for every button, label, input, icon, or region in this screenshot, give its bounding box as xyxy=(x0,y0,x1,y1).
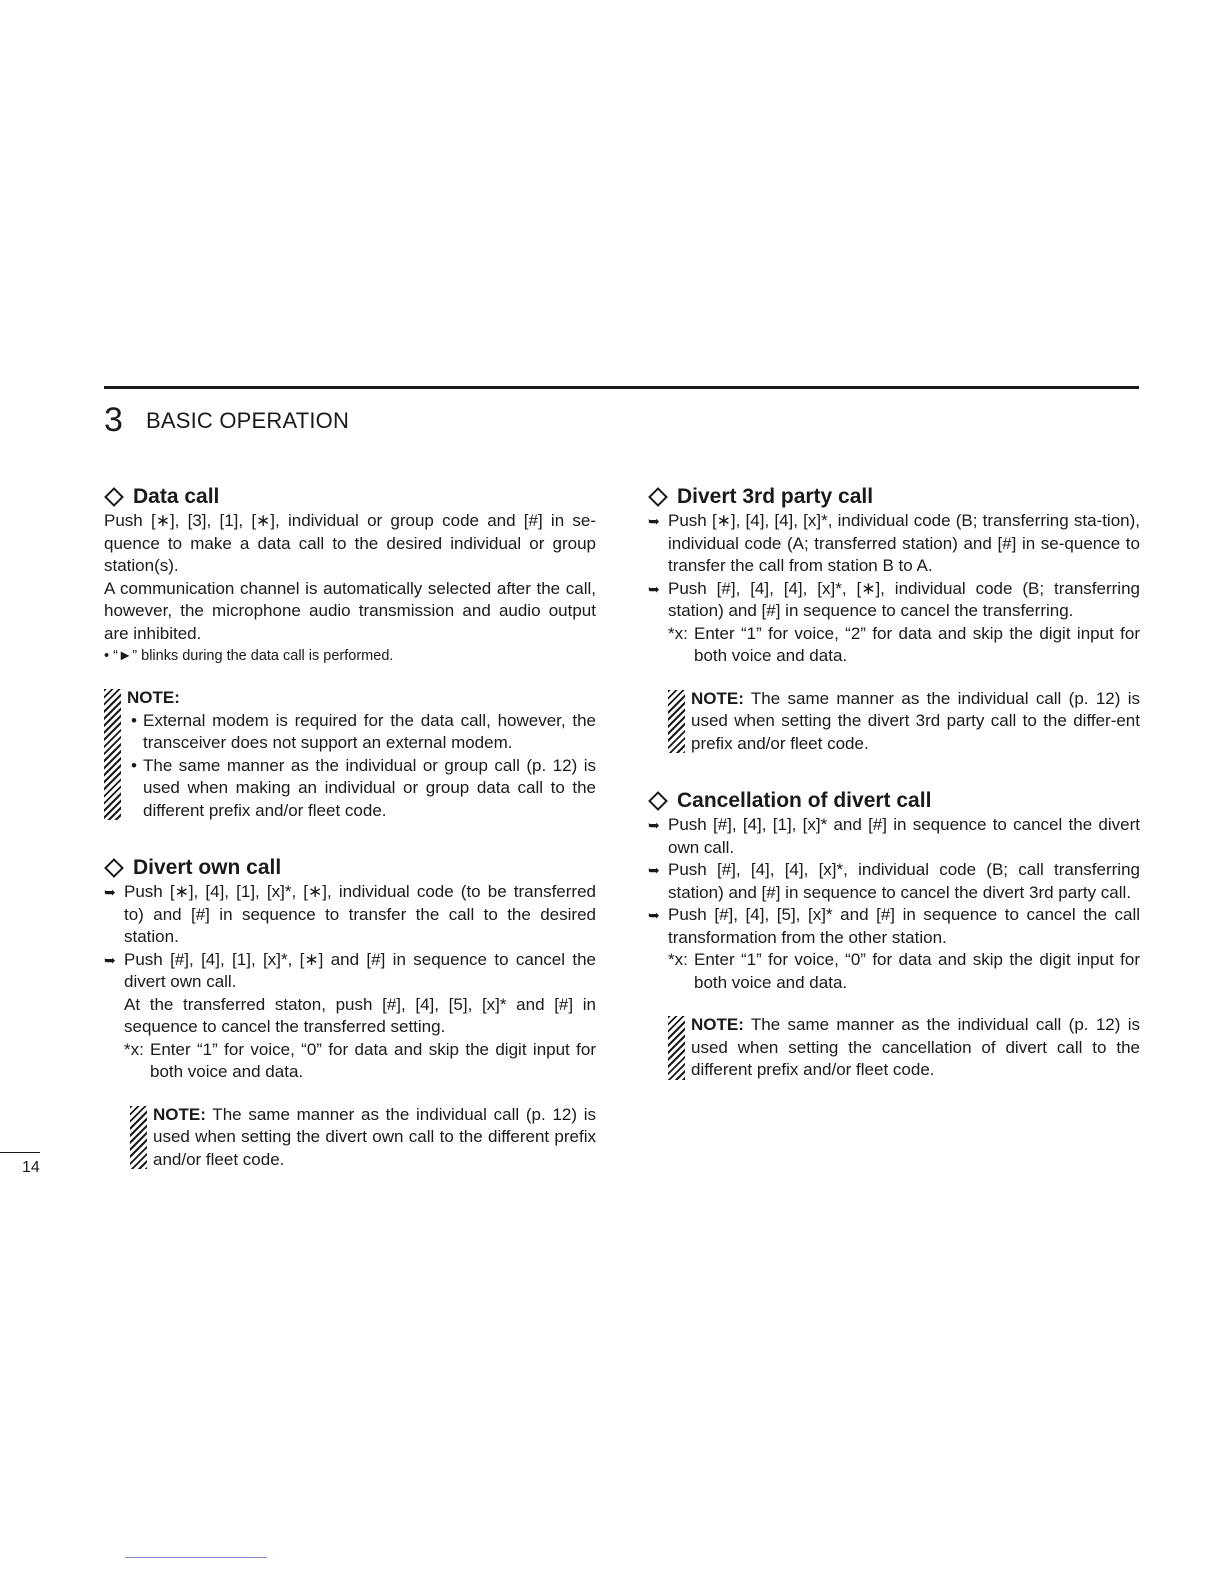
x-footnote-key: *x: xyxy=(124,1039,144,1059)
step-text: Push [#], [4], [4], [x]*, individual code (B; call transferring station) and [#] in sequence to cancel the divert 3rd party call. xyxy=(668,860,1140,902)
chapter-title: BASIC OPERATION xyxy=(146,408,350,433)
step-text: Push [#], [4], [1], [x]*, [∗] and [#] in sequence to cancel the divert own call. xyxy=(124,949,596,991)
x-footnote xyxy=(104,1039,596,1084)
step-arrow-icon: ➥ xyxy=(104,884,116,900)
diamond-icon xyxy=(104,858,124,878)
cancellation-section xyxy=(648,787,1140,1082)
bottom-decorative-line xyxy=(125,1557,267,1558)
step-text: Push [∗], [4], [1], [x]*, [∗], individual code (to be transferred to) and [#] in sequence to transfer the call to the desired station. xyxy=(124,882,596,946)
right-column xyxy=(648,483,1140,1082)
divert-3rd-party-note xyxy=(668,688,1140,756)
note-stripes-icon xyxy=(104,689,121,820)
heading-text: Divert 3rd party call xyxy=(677,485,874,508)
divert-own-note xyxy=(130,1104,596,1172)
note-bullet-text: The same manner as the individual or group call (p. 12) is used when making an individual or group data call to the different prefix and/or fleet code. xyxy=(143,755,596,820)
bullet-icon: • xyxy=(131,755,137,775)
step-text: Push [#], [4], [5], [x]* and [#] in sequence to cancel the call transformation from the other station. xyxy=(668,905,1140,947)
diamond-icon xyxy=(648,487,668,507)
note-text: The same manner as the individual call (p. 12) is used when setting the divert 3rd party call to the differ-ent prefix and/or fleet code. xyxy=(691,688,1140,753)
data-call-paragraph-2: A communication channel is automatically selected after the call, however, the microphone audio transmission and audio output are inhibited. xyxy=(104,578,596,643)
note-label: NOTE: xyxy=(153,1104,206,1124)
step-item xyxy=(648,814,1140,859)
note-bullet xyxy=(127,710,596,755)
data-call-section xyxy=(104,483,596,822)
diamond-icon xyxy=(104,487,124,507)
page-number: 14 xyxy=(22,1159,40,1176)
page-number-rule xyxy=(0,1152,40,1153)
left-column xyxy=(104,483,596,1171)
step-item xyxy=(648,904,1140,949)
cancellation-note xyxy=(668,1014,1140,1082)
step-text: Push [#], [4], [1], [x]* and [#] in sequence to cancel the divert own call. xyxy=(668,815,1140,857)
step-item xyxy=(648,578,1140,623)
note-stripes-icon xyxy=(668,690,685,754)
header-rule xyxy=(104,386,1139,389)
note-stripes-icon xyxy=(130,1106,147,1170)
divert-3rd-party-heading xyxy=(648,483,1140,510)
note-bullet xyxy=(127,755,596,823)
step-arrow-icon: ➥ xyxy=(648,907,660,923)
step-item xyxy=(104,881,596,949)
x-footnote-text: Enter “1” for voice, “0” for data and skip the digit input for both voice and data. xyxy=(694,950,1140,992)
step-item xyxy=(648,510,1140,578)
data-call-paragraph-1: Push [∗], [3], [1], [∗], individual or group code and [#] in se-quence to make a data call to the desired individual or group station(s). xyxy=(104,511,596,575)
divert-own-call-heading xyxy=(104,854,596,881)
data-call-blink-note: • “►” blinks during the data call is performed. xyxy=(104,648,394,664)
step-item xyxy=(104,949,596,994)
x-footnote-key: *x: xyxy=(668,623,688,643)
step-text: Push [#], [4], [4], [x]*, [∗], individual code (B; transferring station) and [#] in sequence to cancel the transferring. xyxy=(668,578,1140,620)
note-text: The same manner as the individual call (p. 12) is used when setting the cancellation of divert call to the different prefix and/or fleet code. xyxy=(691,1015,1140,1079)
heading-text: Divert own call xyxy=(133,856,282,879)
step-item xyxy=(648,859,1140,904)
chapter-number: 3 xyxy=(104,401,123,439)
note-label: NOTE: xyxy=(127,688,180,707)
heading-text: Data call xyxy=(133,485,220,508)
x-footnote-text: Enter “1” for voice, “2” for data and skip the digit input for both voice and data. xyxy=(694,623,1140,665)
note-text: The same manner as the individual call (p. 12) is used when setting the divert own call to the different prefix and/or fleet code. xyxy=(153,1104,596,1169)
data-call-heading xyxy=(104,483,596,510)
cancellation-heading xyxy=(648,787,1140,814)
x-footnote xyxy=(648,623,1140,668)
note-label: NOTE: xyxy=(691,688,744,708)
step-text: Push [∗], [4], [4], [x]*, individual code (B; transferring sta-tion), individual code (A; transferred station) and [#] in se-quence to transfer the call from station B to A. xyxy=(668,511,1140,575)
divert-own-call-section xyxy=(104,854,596,1171)
diamond-icon xyxy=(648,791,668,811)
step-arrow-icon: ➥ xyxy=(648,862,660,878)
note-bullet-text: External modem is required for the data call, however, the transceiver does not support an external modem. xyxy=(143,710,596,752)
x-footnote-key: *x: xyxy=(668,950,688,969)
step-arrow-icon: ➥ xyxy=(648,580,660,597)
step-continuation: At the transferred staton, push [#], [4], [5], [x]* and [#] in sequence to cancel the transferred setting. xyxy=(124,994,596,1036)
heading-text: Cancellation of divert call xyxy=(677,789,932,812)
note-label: NOTE: xyxy=(691,1015,744,1034)
data-call-note xyxy=(104,687,596,822)
step-arrow-icon: ➥ xyxy=(648,513,660,529)
x-footnote-text: Enter “1” for voice, “0” for data and skip the digit input for both voice and data. xyxy=(150,1039,596,1081)
step-arrow-icon: ➥ xyxy=(104,951,116,968)
bullet-icon: • xyxy=(131,710,137,730)
note-stripes-icon xyxy=(668,1016,685,1080)
x-footnote xyxy=(648,949,1140,994)
divert-3rd-party-section xyxy=(648,483,1140,755)
step-arrow-icon: ➥ xyxy=(648,817,660,833)
